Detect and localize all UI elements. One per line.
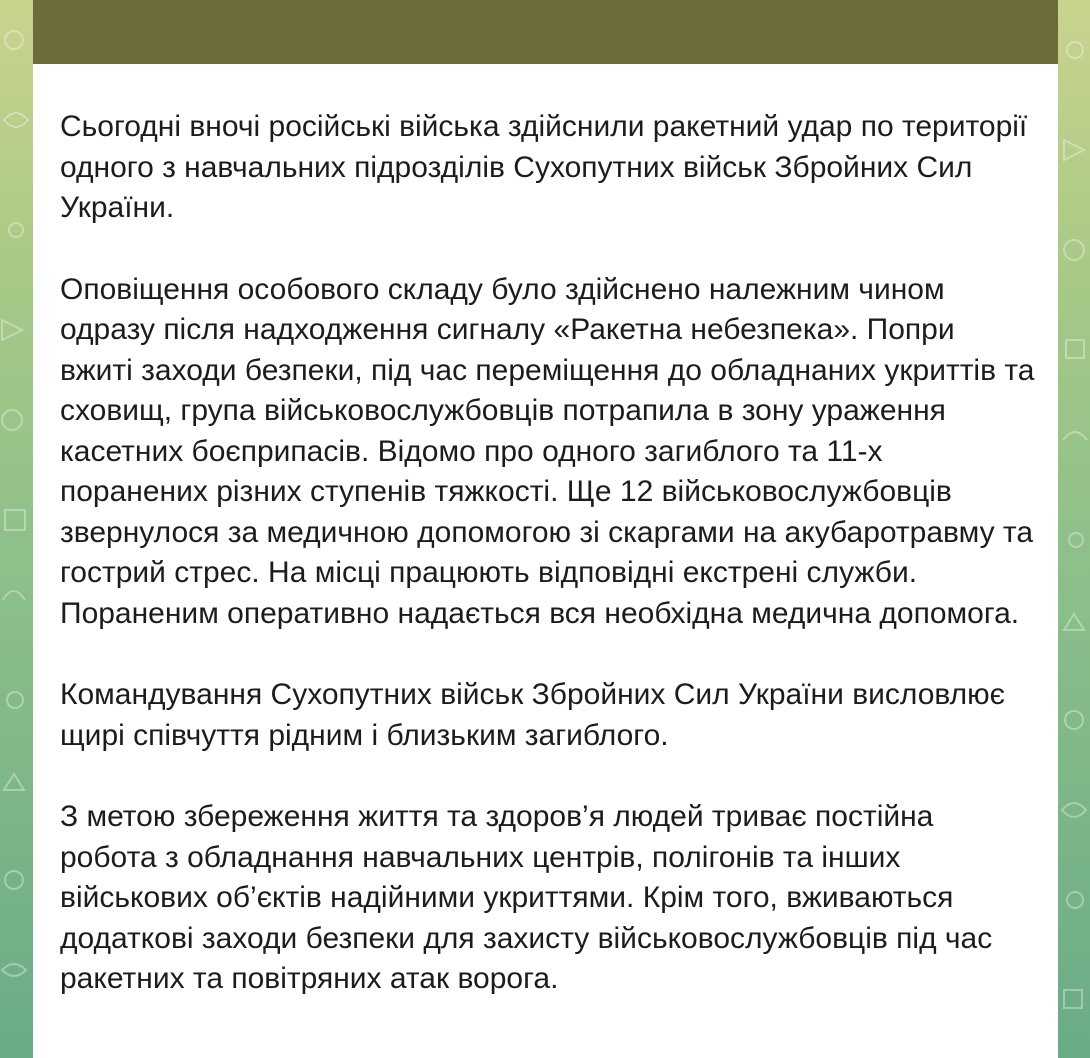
message-text bbox=[60, 107, 1035, 1000]
message-paragraph-1: Сьогодні вночі російські війська здійснили ракетний удар по території одного з навчальних підрозділів Сухопутних військ Збройних Сил України. bbox=[60, 110, 1028, 224]
message-media-preview[interactable] bbox=[33, 0, 1058, 64]
message-paragraph-4: З метою збереження життя та здоров’я людей триває постійна робота з обладнання навчальних центрів, полігонів та інших військових об’єктів надійними укриттями. Крім того, вживаються додаткові заходи безпеки для захисту військовослужбовців під час ракетних та повітряних атак ворога. bbox=[60, 800, 993, 995]
message-paragraph-3: Командування Сухопутних військ Збройних Сил України висловлює щирі співчуття рідним і близьким загиблого. bbox=[60, 678, 1005, 752]
message-bubble[interactable] bbox=[33, 0, 1058, 1058]
message-paragraph-2: Оповіщення особового складу було здійснено належним чином одразу після надходження сигналу «Ракетна небезпека». Попри вжиті заходи безпеки, під час переміщення до обладнаних укриттів та сховищ, група військовослужбовців потрапила в зону ураження касетних боєприпасів. Відомо про одного загиблого та 11-х поранених різних ступенів тяжкості. Ще 12 військовослужбовців звернулося за медичною допомогою зі скаргами на акубаротравму та гострий стрес. На місці працюють відповідні екстрені служби. Пораненим оперативно надається вся необхідна медична допомога. bbox=[60, 272, 1035, 630]
